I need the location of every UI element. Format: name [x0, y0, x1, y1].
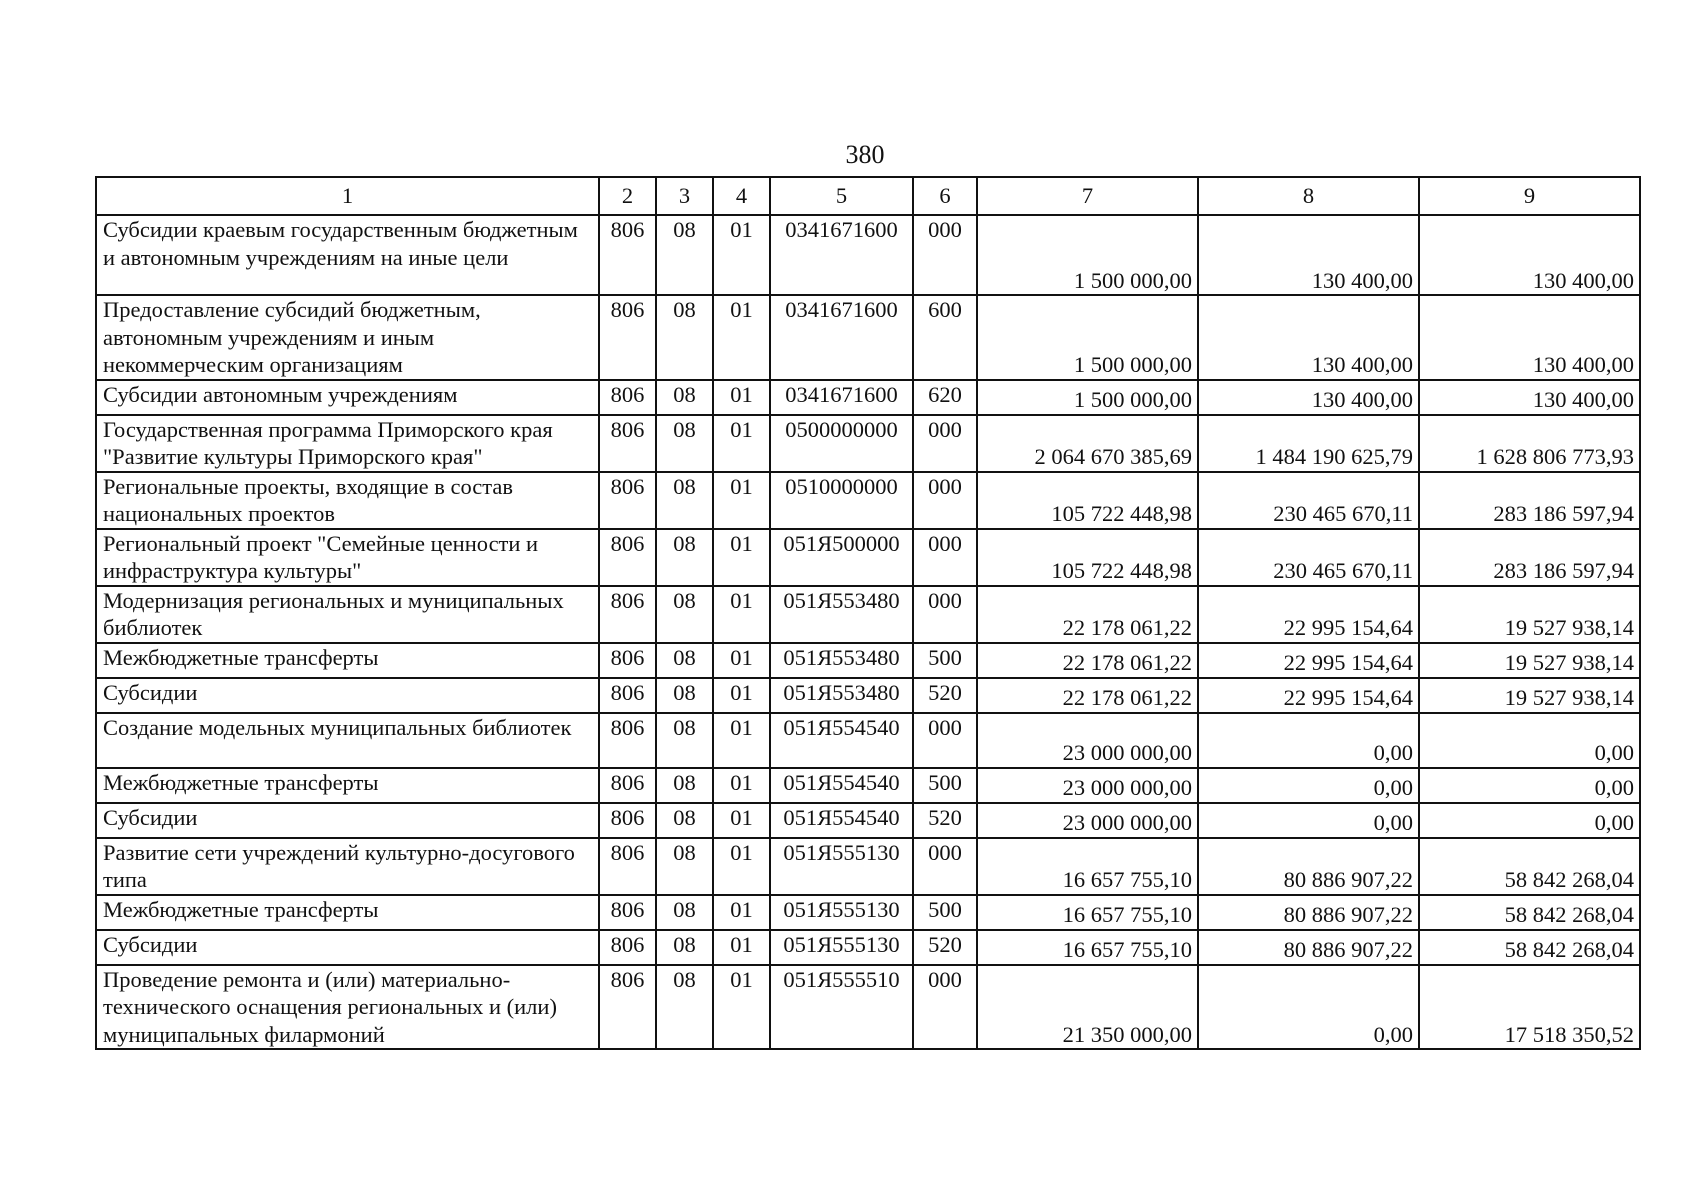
- amount-8-cell: 0,00: [1198, 713, 1419, 768]
- code-6-cell: 000: [913, 586, 977, 643]
- code-4-cell: 01: [713, 415, 770, 472]
- code-5-cell: 051Я555510: [770, 965, 913, 1050]
- row-name-cell: Развитие сети учреждений культурно-досугового типа: [96, 838, 599, 895]
- amount-7-cell: 22 178 061,22: [977, 586, 1198, 643]
- amount-7-cell: 21 350 000,00: [977, 965, 1198, 1050]
- table-row: [96, 768, 1640, 803]
- header-cell: 9: [1419, 177, 1640, 215]
- code-3-cell: 08: [656, 768, 713, 803]
- code-2-cell: 806: [599, 472, 656, 529]
- table-row: [96, 895, 1640, 930]
- header-row: [96, 177, 1640, 215]
- code-4-cell: 01: [713, 713, 770, 768]
- code-4-cell: 01: [713, 586, 770, 643]
- amount-9-cell: 130 400,00: [1419, 295, 1640, 380]
- amount-9-cell: 0,00: [1419, 713, 1640, 768]
- table-row: [96, 529, 1640, 586]
- amount-7-cell: 22 178 061,22: [977, 643, 1198, 678]
- code-6-cell: 500: [913, 643, 977, 678]
- code-5-cell: 0341671600: [770, 295, 913, 380]
- amount-9-cell: 17 518 350,52: [1419, 965, 1640, 1050]
- amount-8-cell: 1 484 190 625,79: [1198, 415, 1419, 472]
- amount-8-cell: 0,00: [1198, 803, 1419, 838]
- amount-7-cell: 105 722 448,98: [977, 529, 1198, 586]
- row-name-cell: Региональный проект "Семейные ценности и инфраструктура культуры": [96, 529, 599, 586]
- header-cell: 5: [770, 177, 913, 215]
- amount-7-cell: 105 722 448,98: [977, 472, 1198, 529]
- amount-7-cell: 23 000 000,00: [977, 713, 1198, 768]
- code-2-cell: 806: [599, 768, 656, 803]
- code-5-cell: 051Я553480: [770, 678, 913, 713]
- table-row: [96, 713, 1640, 768]
- table-row: [96, 215, 1640, 295]
- code-5-cell: 0341671600: [770, 215, 913, 295]
- row-name-cell: Региональные проекты, входящие в состав национальных проектов: [96, 472, 599, 529]
- row-name-cell: Субсидии автономным учреждениям: [96, 380, 599, 415]
- amount-9-cell: 19 527 938,14: [1419, 643, 1640, 678]
- amount-8-cell: 130 400,00: [1198, 215, 1419, 295]
- code-5-cell: 0510000000: [770, 472, 913, 529]
- amount-7-cell: 16 657 755,10: [977, 895, 1198, 930]
- code-4-cell: 01: [713, 838, 770, 895]
- code-5-cell: 051Я553480: [770, 586, 913, 643]
- code-6-cell: 500: [913, 768, 977, 803]
- code-6-cell: 000: [913, 215, 977, 295]
- code-4-cell: 01: [713, 472, 770, 529]
- code-3-cell: 08: [656, 529, 713, 586]
- amount-9-cell: 58 842 268,04: [1419, 930, 1640, 965]
- table-row: [96, 472, 1640, 529]
- amount-9-cell: 1 628 806 773,93: [1419, 415, 1640, 472]
- amount-9-cell: 19 527 938,14: [1419, 586, 1640, 643]
- code-5-cell: 0500000000: [770, 415, 913, 472]
- code-3-cell: 08: [656, 415, 713, 472]
- amount-9-cell: 0,00: [1419, 768, 1640, 803]
- code-5-cell: 051Я555130: [770, 838, 913, 895]
- table-row: [96, 803, 1640, 838]
- amount-8-cell: 80 886 907,22: [1198, 930, 1419, 965]
- code-6-cell: 000: [913, 965, 977, 1050]
- code-2-cell: 806: [599, 965, 656, 1050]
- amount-9-cell: 19 527 938,14: [1419, 678, 1640, 713]
- code-6-cell: 520: [913, 930, 977, 965]
- code-6-cell: 000: [913, 529, 977, 586]
- amount-8-cell: 230 465 670,11: [1198, 472, 1419, 529]
- header-cell: 1: [96, 177, 599, 215]
- row-name-cell: Субсидии: [96, 930, 599, 965]
- table-row: [96, 678, 1640, 713]
- header-cell: 2: [599, 177, 656, 215]
- budget-table: [95, 176, 1641, 1050]
- amount-7-cell: 1 500 000,00: [977, 215, 1198, 295]
- row-name-cell: Государственная программа Приморского края "Развитие культуры Приморского края": [96, 415, 599, 472]
- header-cell: 8: [1198, 177, 1419, 215]
- code-6-cell: 000: [913, 838, 977, 895]
- amount-9-cell: 0,00: [1419, 803, 1640, 838]
- row-name-cell: Субсидии: [96, 678, 599, 713]
- row-name-cell: Субсидии краевым государственным бюджетным и автономным учреждениям на иные цели: [96, 215, 599, 295]
- code-2-cell: 806: [599, 895, 656, 930]
- code-5-cell: 051Я500000: [770, 529, 913, 586]
- table-row: [96, 838, 1640, 895]
- amount-7-cell: 16 657 755,10: [977, 838, 1198, 895]
- code-3-cell: 08: [656, 803, 713, 838]
- code-3-cell: 08: [656, 713, 713, 768]
- code-3-cell: 08: [656, 380, 713, 415]
- amount-7-cell: 1 500 000,00: [977, 380, 1198, 415]
- code-4-cell: 01: [713, 768, 770, 803]
- code-6-cell: 000: [913, 713, 977, 768]
- table-row: [96, 295, 1640, 380]
- code-3-cell: 08: [656, 838, 713, 895]
- amount-8-cell: 130 400,00: [1198, 295, 1419, 380]
- header-cell: 7: [977, 177, 1198, 215]
- header-cell: 3: [656, 177, 713, 215]
- code-4-cell: 01: [713, 678, 770, 713]
- code-5-cell: 051Я554540: [770, 713, 913, 768]
- code-3-cell: 08: [656, 678, 713, 713]
- code-2-cell: 806: [599, 586, 656, 643]
- code-6-cell: 000: [913, 472, 977, 529]
- code-3-cell: 08: [656, 895, 713, 930]
- amount-8-cell: 22 995 154,64: [1198, 586, 1419, 643]
- code-2-cell: 806: [599, 215, 656, 295]
- code-3-cell: 08: [656, 586, 713, 643]
- row-name-cell: Предоставление субсидий бюджетным, автономным учреждениям и иным некоммерческим организациям: [96, 295, 599, 380]
- code-6-cell: 620: [913, 380, 977, 415]
- code-2-cell: 806: [599, 643, 656, 678]
- table-row: [96, 380, 1640, 415]
- amount-9-cell: 58 842 268,04: [1419, 838, 1640, 895]
- code-5-cell: 051Я555130: [770, 930, 913, 965]
- code-5-cell: 051Я554540: [770, 803, 913, 838]
- code-2-cell: 806: [599, 803, 656, 838]
- code-6-cell: 500: [913, 895, 977, 930]
- amount-7-cell: 22 178 061,22: [977, 678, 1198, 713]
- amount-9-cell: 58 842 268,04: [1419, 895, 1640, 930]
- amount-7-cell: 16 657 755,10: [977, 930, 1198, 965]
- code-3-cell: 08: [656, 643, 713, 678]
- code-5-cell: 051Я553480: [770, 643, 913, 678]
- row-name-cell: Создание модельных муниципальных библиотек: [96, 713, 599, 768]
- amount-7-cell: 2 064 670 385,69: [977, 415, 1198, 472]
- amount-8-cell: 230 465 670,11: [1198, 529, 1419, 586]
- code-4-cell: 01: [713, 965, 770, 1050]
- amount-8-cell: 80 886 907,22: [1198, 895, 1419, 930]
- code-2-cell: 806: [599, 678, 656, 713]
- amount-8-cell: 0,00: [1198, 768, 1419, 803]
- code-4-cell: 01: [713, 215, 770, 295]
- header-cell: 4: [713, 177, 770, 215]
- code-4-cell: 01: [713, 295, 770, 380]
- code-2-cell: 806: [599, 930, 656, 965]
- amount-8-cell: 0,00: [1198, 965, 1419, 1050]
- table-row: [96, 965, 1640, 1050]
- table-row: [96, 415, 1640, 472]
- code-2-cell: 806: [599, 838, 656, 895]
- row-name-cell: Субсидии: [96, 803, 599, 838]
- code-2-cell: 806: [599, 380, 656, 415]
- row-name-cell: Межбюджетные трансферты: [96, 895, 599, 930]
- table-row: [96, 586, 1640, 643]
- code-5-cell: 051Я554540: [770, 768, 913, 803]
- table-row: [96, 930, 1640, 965]
- page-number: 380: [845, 140, 885, 169]
- code-4-cell: 01: [713, 895, 770, 930]
- amount-9-cell: 130 400,00: [1419, 380, 1640, 415]
- code-3-cell: 08: [656, 965, 713, 1050]
- header-cell: 6: [913, 177, 977, 215]
- amount-7-cell: 23 000 000,00: [977, 768, 1198, 803]
- code-6-cell: 520: [913, 678, 977, 713]
- row-name-cell: Модернизация региональных и муниципальных библиотек: [96, 586, 599, 643]
- amount-8-cell: 22 995 154,64: [1198, 678, 1419, 713]
- row-name-cell: Проведение ремонта и (или) материально-технического оснащения региональных и (или) муниципальных филармоний: [96, 965, 599, 1050]
- code-6-cell: 000: [913, 415, 977, 472]
- code-6-cell: 600: [913, 295, 977, 380]
- code-6-cell: 520: [913, 803, 977, 838]
- code-2-cell: 806: [599, 295, 656, 380]
- code-4-cell: 01: [713, 643, 770, 678]
- amount-8-cell: 80 886 907,22: [1198, 838, 1419, 895]
- code-3-cell: 08: [656, 472, 713, 529]
- amount-7-cell: 23 000 000,00: [977, 803, 1198, 838]
- amount-9-cell: 283 186 597,94: [1419, 529, 1640, 586]
- code-3-cell: 08: [656, 930, 713, 965]
- code-2-cell: 806: [599, 415, 656, 472]
- code-3-cell: 08: [656, 215, 713, 295]
- code-3-cell: 08: [656, 295, 713, 380]
- row-name-cell: Межбюджетные трансферты: [96, 643, 599, 678]
- code-4-cell: 01: [713, 380, 770, 415]
- table-row: [96, 643, 1640, 678]
- code-5-cell: 051Я555130: [770, 895, 913, 930]
- code-4-cell: 01: [713, 529, 770, 586]
- row-name-cell: Межбюджетные трансферты: [96, 768, 599, 803]
- amount-9-cell: 283 186 597,94: [1419, 472, 1640, 529]
- amount-9-cell: 130 400,00: [1419, 215, 1640, 295]
- code-5-cell: 0341671600: [770, 380, 913, 415]
- code-4-cell: 01: [713, 930, 770, 965]
- amount-7-cell: 1 500 000,00: [977, 295, 1198, 380]
- code-4-cell: 01: [713, 803, 770, 838]
- code-2-cell: 806: [599, 713, 656, 768]
- amount-8-cell: 130 400,00: [1198, 380, 1419, 415]
- amount-8-cell: 22 995 154,64: [1198, 643, 1419, 678]
- code-2-cell: 806: [599, 529, 656, 586]
